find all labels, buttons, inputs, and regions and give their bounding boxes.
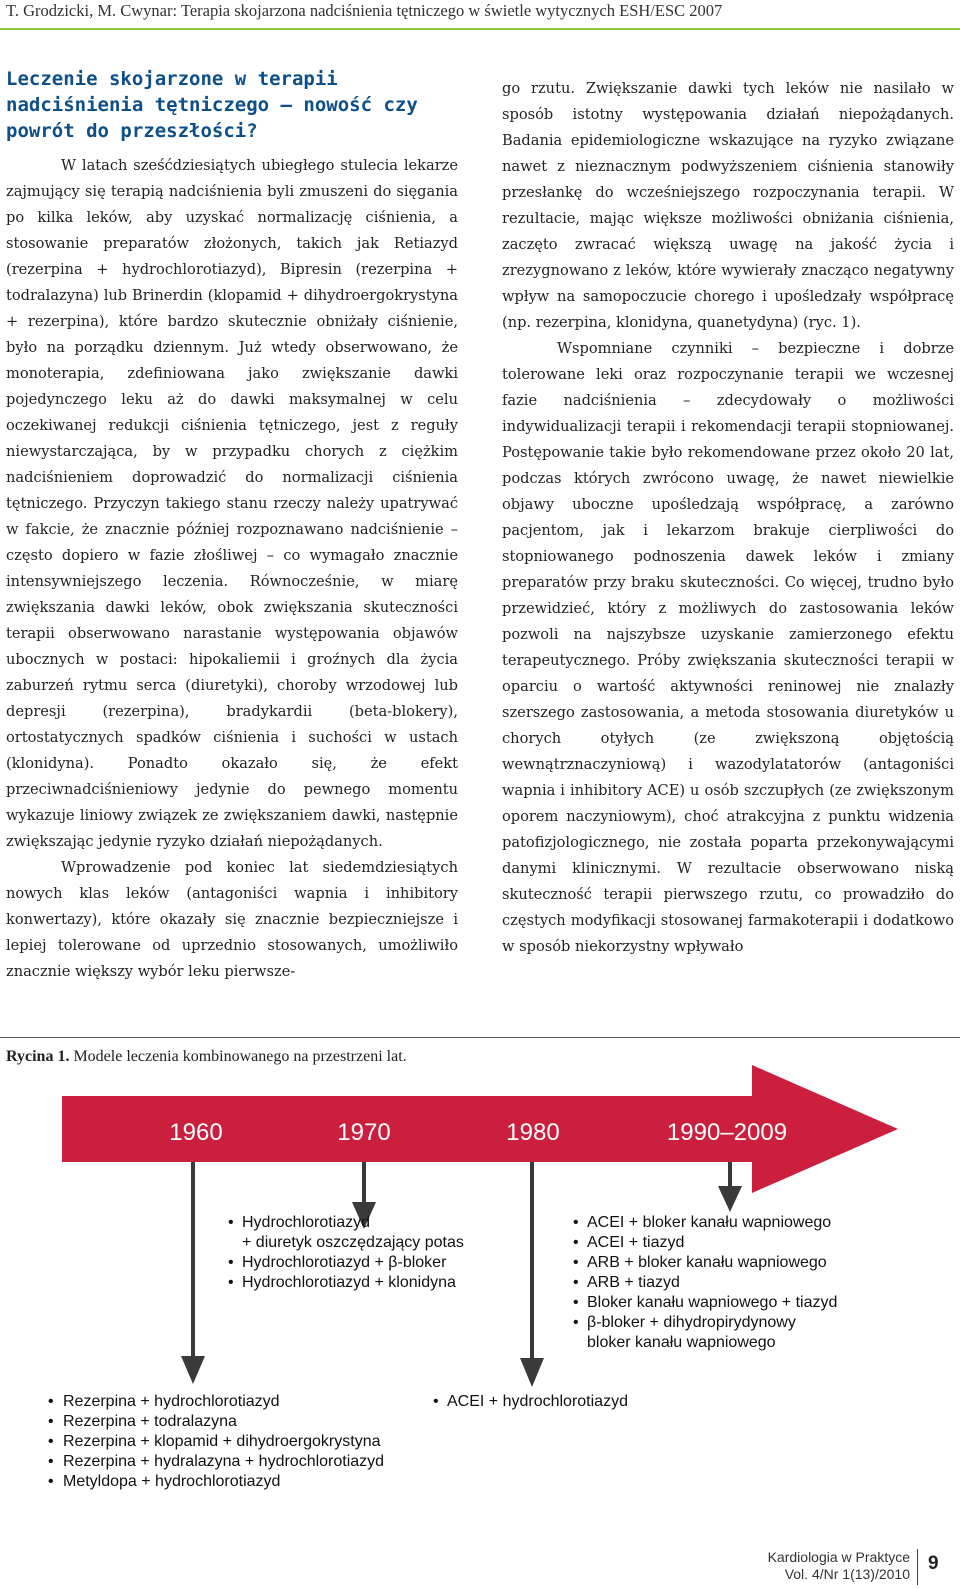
group-1990-item: ACEI + tiazyd bbox=[587, 1234, 685, 1251]
bullet: • bbox=[573, 1294, 579, 1311]
group-1970-item: Hydrochlorotiazyd bbox=[242, 1214, 371, 1231]
drop-arrow-1980 bbox=[520, 1162, 544, 1387]
group-1970-item: Hydrochlorotiazyd + β-bloker bbox=[242, 1254, 447, 1271]
right-column bbox=[502, 76, 954, 960]
drop-arrow-1960 bbox=[181, 1162, 205, 1384]
header-rule bbox=[0, 28, 960, 30]
bullet: • bbox=[228, 1254, 234, 1271]
group-1990-item: bloker kanału wapniowego bbox=[587, 1334, 776, 1351]
bullet: • bbox=[48, 1433, 54, 1450]
bullet: • bbox=[573, 1254, 579, 1271]
bullet: • bbox=[573, 1274, 579, 1291]
year-label-1980: 1980 bbox=[506, 1119, 560, 1146]
bullet: • bbox=[433, 1393, 439, 1410]
bullet: • bbox=[573, 1214, 579, 1231]
timeline-figure bbox=[0, 1065, 960, 1535]
bullet: • bbox=[48, 1473, 54, 1490]
group-1990-item: ACEI + bloker kanału wapniowego bbox=[587, 1214, 832, 1231]
bullet: • bbox=[48, 1413, 54, 1430]
bullet: • bbox=[228, 1214, 234, 1231]
group-1990-item: ARB + bloker kanału wapniowego bbox=[587, 1254, 827, 1271]
figure-caption-text: Modele leczenia kombinowanego na przestrzeni lat. bbox=[73, 1048, 407, 1065]
bullet: • bbox=[48, 1453, 54, 1470]
drop-arrow-1990-2009 bbox=[718, 1162, 742, 1212]
group-1970-item: + diuretyk oszczędzający potas bbox=[242, 1234, 464, 1251]
paragraph: Wprowadzenie pod koniec lat siedemdziesiątych nowych klas leków (antagoniści wapnia i inhibitory konwertazy), które okazały się znacznie bezpieczniejsze i lepiej tolerowane od uprzednio stosowanych, umożliwiło znacznie większy wybór leku pierwsze- bbox=[6, 859, 458, 980]
bullet: • bbox=[228, 1274, 234, 1291]
group-1960-item: Rezerpina + klopamid + dihydroergokrystyna bbox=[63, 1433, 381, 1450]
page-number: 9 bbox=[928, 1553, 939, 1574]
paragraph: go rzutu. Zwiększanie dawki tych leków nie nasilało w sposób istotny występowania działań niepożądanych. Badania epidemiologiczne wskazujące na ryzyko związane nawet z nieznacznym podwyższeniem ciśnienia stanowiły przesłankę do wcześniejszego rozpoczynania terapii. W rezultacie, mając większe możliwości obniżania ciśnienia, zaczęto zwracać większą uwagę na jakość życia i zrezygnowano z leków, które wywierały znacząco negatywny wpływ na samopoczucie chorego i upośledzały współpracę (np. rezerpina, klonidyna, quanetydyna) (ryc. 1). bbox=[502, 80, 954, 331]
footer-journal bbox=[700, 1549, 910, 1583]
paragraph: W latach sześćdziesiątych ubiegłego stulecia lekarze zajmujący się terapią nadciśnienia byli zmuszeni do sięgania po kilka leków, aby uzyskać normalizację ciśnienia, a stosowanie preparatów złożonych, takich jak Retiazyd (rezerpina + hydrochlorotiazyd), Bipresin (rezerpina + todralazyna) lub Brinerdin (klopamid + dihydroergokrystyna + rezerpina), które bardzo skutecznie obniżały ciśnienie, było na porządku dziennym. Już wtedy obserwowano, że monoterapia, zdefiniowana jako zwiększanie dawki pojedynczego leku aż do dawki maksymalnej w celu oczekiwanej redukcji ciśnienia tętniczego, jest z reguły niewystarczająca, by w przypadku chorych z ciężkim nadciśnieniem doprowadzić do normalizacji ciśnienia tętniczego. Przyczyn takiego stanu rzeczy należy upatrywać w fakcie, że znacznie później rozpoznawano nadciśnienie – często dopiero w fazie złośliwej – co wymagało znacznie intensywniejszego leczenia. Równocześnie, w miarę zwiększania dawki leków, obok zwiększania skuteczności terapii obserwowano narastanie występowania objawów ubocznych w postaci: hipokaliemii i groźnych dla życia zaburzeń rytmu serca (diuretyki), choroby wrzodowej lub depresji (rezerpina), bradykardii (beta-blokery), ortostatycznych spadków ciśnienia i suchości w ustach (klonidyna). Ponadto okazało się, że efekt przeciwnadciśnieniowy jedynie do pewnego momentu wykazuje liniowy związek ze zwiększaniem dawki, następnie zwiększając jedynie ryzyko działań niepożądanych. bbox=[6, 157, 458, 850]
footer-divider bbox=[917, 1549, 918, 1585]
year-label-1970: 1970 bbox=[337, 1119, 391, 1146]
left-column bbox=[6, 153, 458, 985]
bullet: • bbox=[48, 1393, 54, 1410]
group-1960-item: Metyldopa + hydrochlorotiazyd bbox=[63, 1473, 281, 1490]
group-1960-item: Rezerpina + hydrochlorotiazyd bbox=[63, 1393, 280, 1410]
group-1990-item: β-bloker + dihydropirydynowy bbox=[587, 1314, 796, 1331]
group-1960-item: Rezerpina + hydralazyna + hydrochlorotiazyd bbox=[63, 1453, 385, 1470]
year-label-1960: 1960 bbox=[169, 1119, 223, 1146]
paragraph: Wspomniane czynniki – bezpieczne i dobrze tolerowane leki oraz rozpoczynanie terapii we wczesnej fazie nadciśnienia – zdecydowały o możliwości indywidualizacji terapii i rekomendacji terapii stopniowanej. Postępowanie takie było rekomendowane przez około 20 lat, podczas których zwrócono uwagę, że nawet niewielkie objawy uboczne upośledzają współpracę, a zarówno pacjentom, jak i lekarzom brakuje cierpliwości do stopniowanego podnoszenia dawek leków i zmiany preparatów przy braku skuteczności. Co więcej, trudno było przewidzieć, który z możliwych do zastosowania leków pozwoli na najszybsze uzyskanie zamierzonego efektu terapeutycznego. Próby zwiększania skuteczności terapii w oparciu o wartość aktywności reninowej nie znalazły szerszego zastosowania, a metoda stosowania diuretyków u chorych otyłych (ze zwiększoną objętością wewnątrznaczyniową) i wazodylatatorów (antagoniści wapnia i inhibitory ACE) u osób szczupłych (ze zwiększonym oporem naczyniowym), choć atrakcyjna z punktu widzenia patofizjologicznego, nie została poparta przekonywającymi danymi klinicznymi. W rezultacie obserwowano niską skuteczność terapii pierwszego rzutu, co prowadziło do częstych modyfikacji stosowanej farmakoterapii i dodatkowo w sposób niekorzystny wpływało bbox=[502, 340, 954, 955]
bullet: • bbox=[573, 1314, 579, 1331]
running-head: T. Grodzicki, M. Cwynar: Terapia skojarzona nadciśnienia tętniczego w świetle wytycznych ESH/ESC 2007 bbox=[6, 1, 723, 20]
journal-volume: Vol. 4/Nr 1(13)/2010 bbox=[784, 1566, 910, 1582]
journal-name: Kardiologia w Praktyce bbox=[767, 1549, 910, 1565]
year-label-1990-2009: 1990–2009 bbox=[666, 1119, 788, 1146]
figure-rule bbox=[0, 1037, 960, 1038]
group-1980-item: ACEI + hydrochlorotiazyd bbox=[447, 1393, 628, 1410]
figure-caption-label: Rycina 1. bbox=[6, 1048, 70, 1065]
bullet: • bbox=[573, 1234, 579, 1251]
group-1960-item: Rezerpina + todralazyna bbox=[63, 1413, 237, 1430]
group-1990-item: Bloker kanału wapniowego + tiazyd bbox=[587, 1294, 838, 1311]
group-1970-item: Hydrochlorotiazyd + klonidyna bbox=[242, 1274, 456, 1291]
group-1990-item: ARB + tiazyd bbox=[587, 1274, 680, 1291]
section-title: Leczenie skojarzone w terapii nadciśnienia tętniczego – nowość czy powrót do przeszłości? bbox=[6, 68, 418, 142]
